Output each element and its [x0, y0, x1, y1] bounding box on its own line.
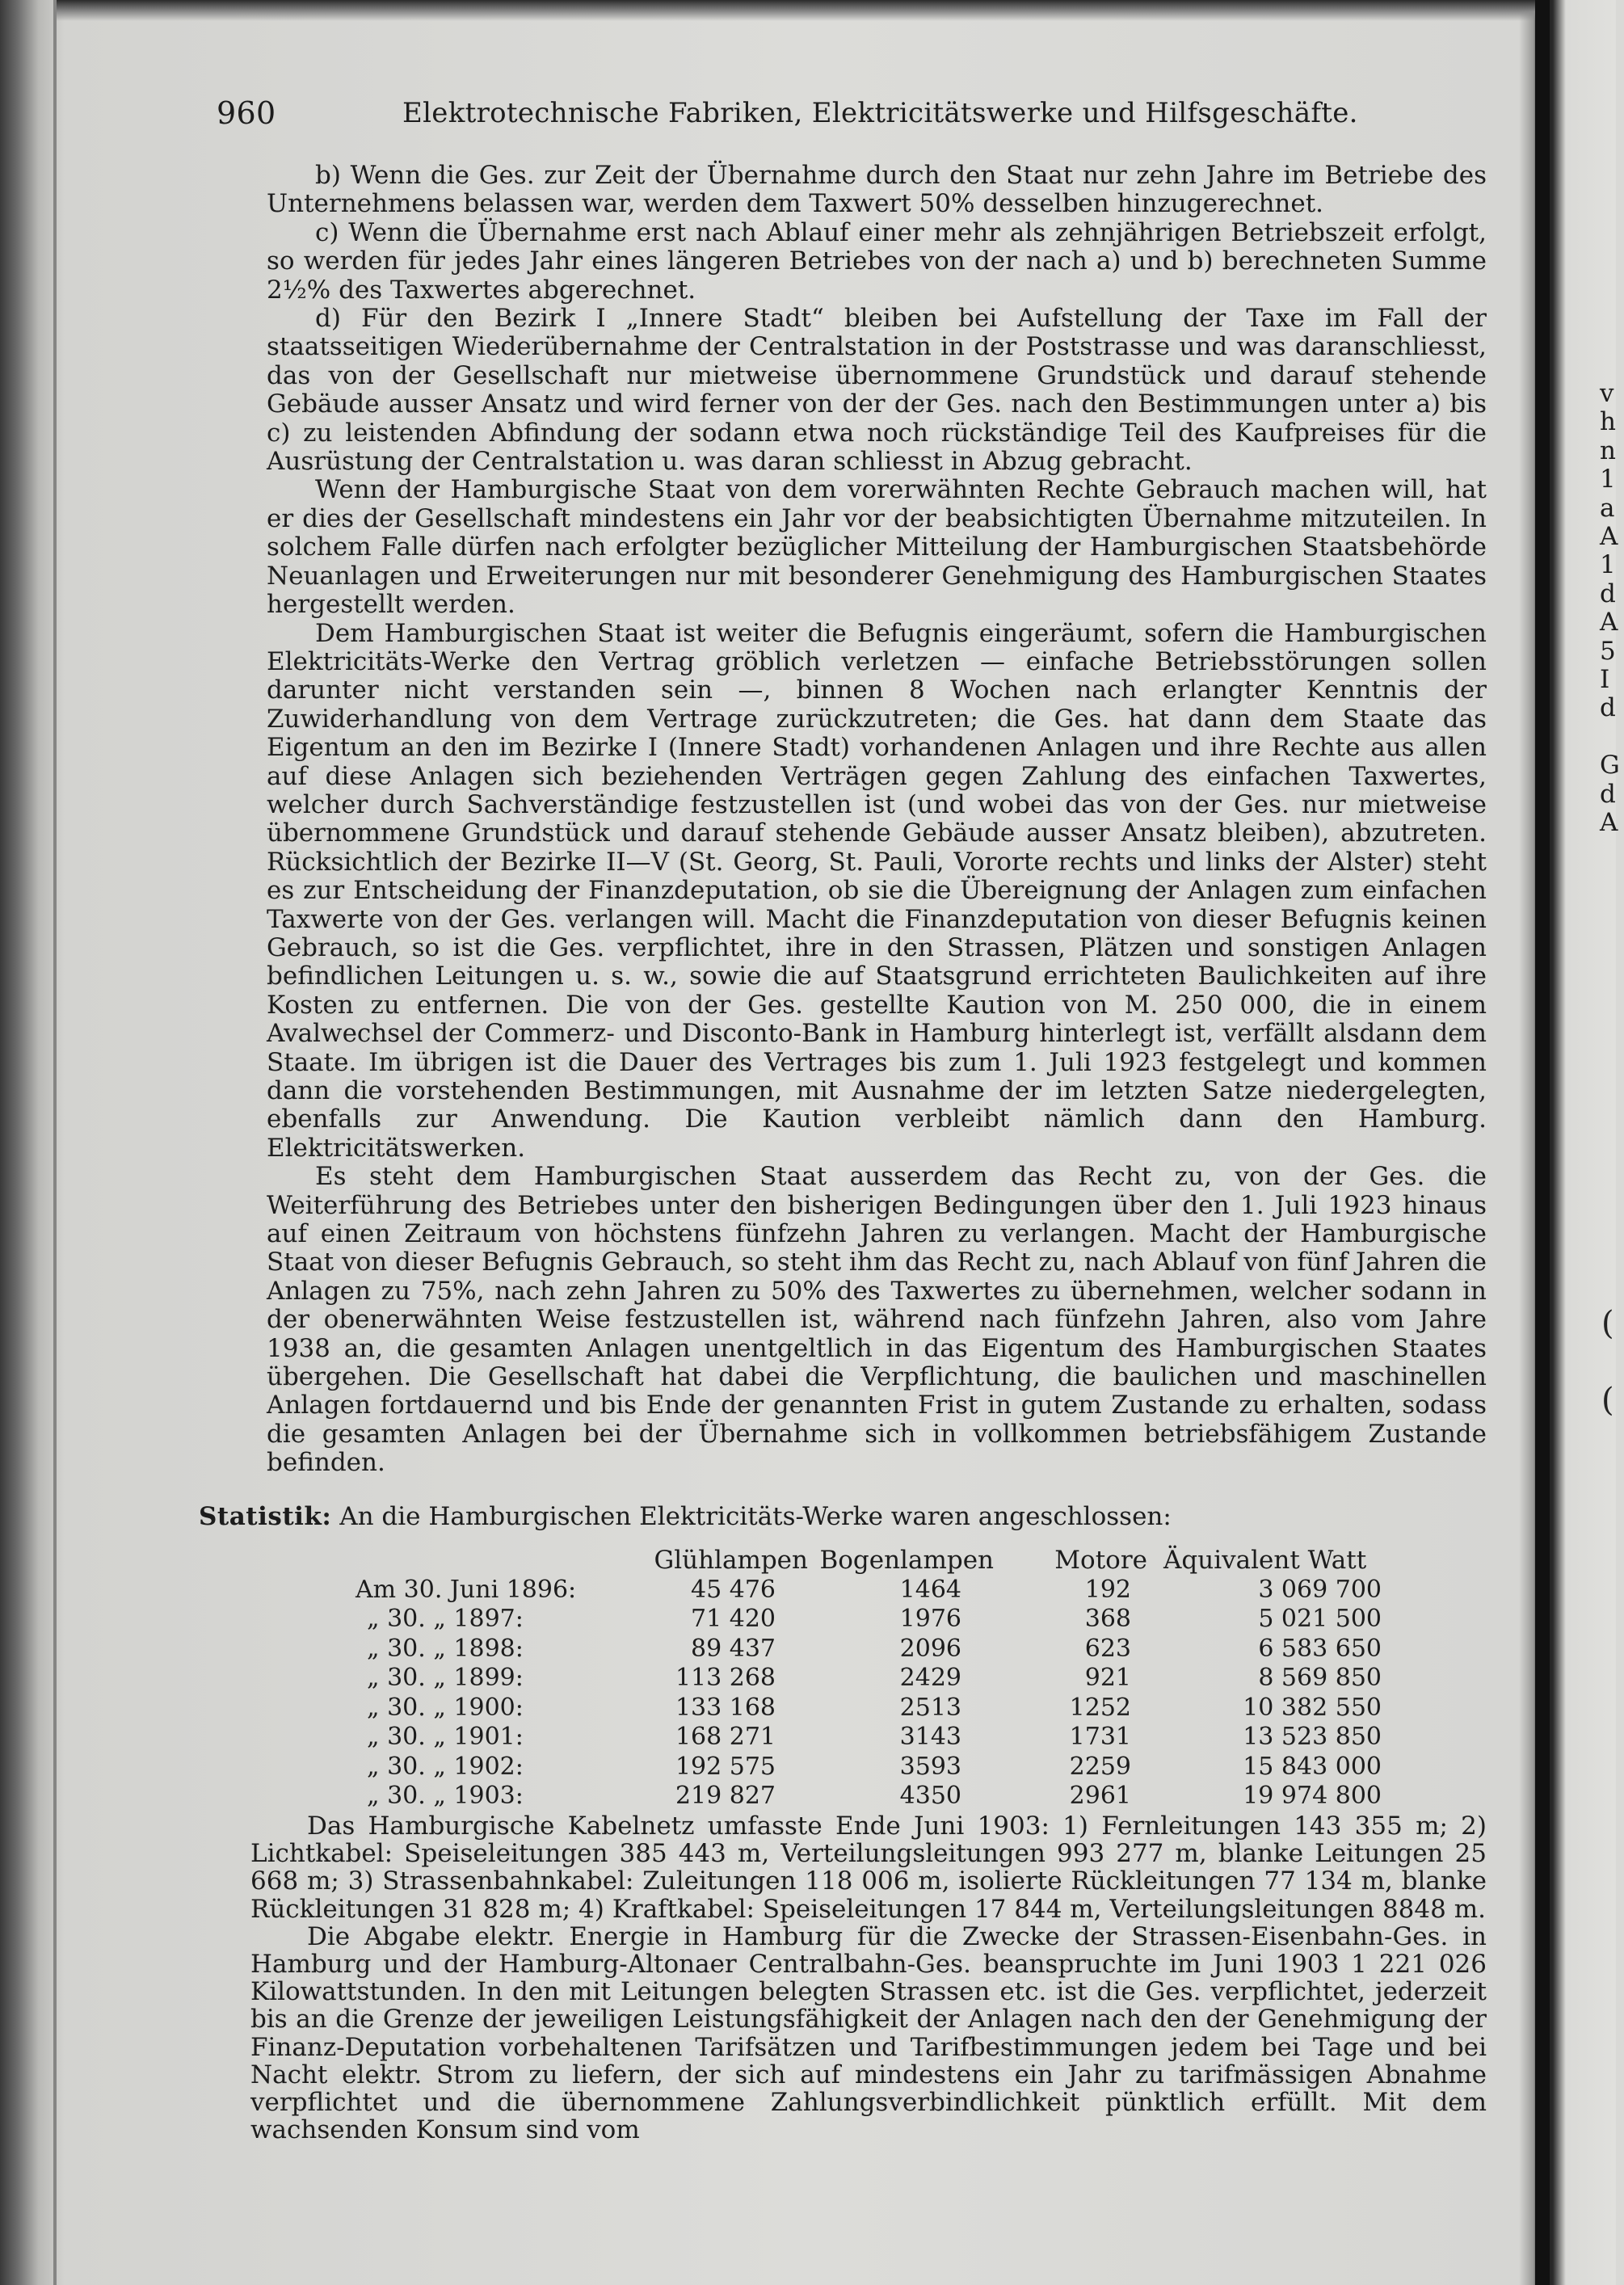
column-header-gluehlampen: Glühlampen	[654, 1546, 808, 1575]
statistik-label: Statistik:	[199, 1502, 332, 1531]
adjacent-page-margin	[1600, 380, 1624, 838]
cell-bogenlampen: 1464	[899, 1575, 961, 1604]
cell-bogenlampen: 2429	[899, 1664, 961, 1692]
row-date: „ 30. „ 1898:	[367, 1634, 524, 1663]
table-header-row	[356, 1546, 1454, 1576]
statistik-heading	[199, 1503, 1491, 1531]
table-row	[356, 1694, 1454, 1723]
cell-bogenlampen: 3593	[899, 1752, 961, 1781]
cell-gluehlampen: 133 168	[675, 1693, 776, 1722]
cell-motore: 2259	[1069, 1752, 1131, 1781]
margin-bracket-icon: (	[1601, 1305, 1614, 1342]
row-date: „ 30. „ 1903:	[367, 1782, 524, 1810]
row-date: Am 30. Juni 1896:	[356, 1575, 577, 1604]
table-row	[356, 1605, 1454, 1635]
cell-watt: 3 069 700	[1258, 1575, 1382, 1604]
paragraph-d: d) Für den Bezirk I „Innere Stadt“ bleiben bei Aufstellung der Taxe im Fall der staatsseitigen Wiederübernahme der Centralstation in der Poststrasse und was daranschliesst, das von der Gesellschaft nur mietweise übernommene Grundstück und darauf stehende Gebäude ausser Ansatz und wird ferner von der der Ges. nach den Bestimmungen unter a) bis c) zu leistenden Abfindung der sodann etwa noch rückständige Teil des Kaufpreises für die Ausrüstung der Centralstation u. was daran schliesst in Abzug gebracht.	[267, 304, 1487, 477]
cell-motore: 1252	[1069, 1693, 1131, 1722]
margin-letter: I	[1600, 665, 1610, 695]
table-row	[356, 1576, 1454, 1605]
cell-motore: 368	[1084, 1605, 1131, 1633]
paragraph-weiterfuehrung: Es steht dem Hamburgischen Staat ausserdem das Recht zu, von der Ges. die Weiterführung des Betriebes unter den bisherigen Bedingungen über den 1. Juli 1923 hinaus auf einen Zeitraum von höchstens fünfzehn Jahren zu verlangen. Macht der Hamburgische Staat von dieser Befugnis Gebrauch, so steht ihm das Recht zu, nach Ablauf von fünf Jahren die Anlagen zu 75%, nach zehn Jahren zu 50% des Taxwertes zu übernehmen, welcher sodann in der obenerwähnten Weise festzustellen ist, während nach fünfzehn Jahren, also vom Jahre 1938 an, die gesamten Anlagen unentgeltlich in das Eigentum des Hamburgischen Staates übergehen. Die Gesellschaft hat dabei die Verpflichtung, die baulichen und maschinellen Anlagen fortdauernd und bis Ende der genannten Frist in gutem Zustande zu erhalten, sodass die gesamten Anlagen bei der Übernahme sich in vollkommen betriebsfähigem Zustande befinden.	[267, 1162, 1487, 1478]
cell-bogenlampen: 3143	[899, 1723, 961, 1751]
cell-watt: 15 843 000	[1243, 1752, 1382, 1781]
cell-bogenlampen: 2096	[899, 1634, 961, 1663]
cell-watt: 8 569 850	[1258, 1664, 1382, 1692]
cell-motore: 921	[1084, 1664, 1131, 1692]
top-edge-shadow	[57, 0, 1535, 21]
row-date: „ 30. „ 1900:	[367, 1693, 524, 1722]
cell-watt: 19 974 800	[1243, 1782, 1382, 1810]
column-header-motore: Motore	[1054, 1546, 1147, 1575]
margin-letter: A	[1600, 808, 1618, 838]
margin-letter: d	[1600, 579, 1616, 608]
binding-gutter	[53, 0, 57, 2285]
margin-letter: a	[1600, 493, 1615, 523]
row-date: „ 30. „ 1902:	[367, 1752, 524, 1781]
cell-gluehlampen: 113 268	[675, 1664, 776, 1692]
margin-letter: 5	[1600, 636, 1616, 666]
cell-gluehlampen: 89 437	[691, 1634, 776, 1663]
cell-bogenlampen: 4350	[899, 1782, 961, 1810]
margin-letter: v	[1600, 379, 1614, 408]
cell-gluehlampen: 71 420	[691, 1605, 776, 1633]
table-row	[356, 1782, 1454, 1812]
margin-letter: 1	[1600, 550, 1616, 580]
table-row	[356, 1635, 1454, 1664]
cell-motore: 192	[1084, 1575, 1131, 1604]
cell-watt: 5 021 500	[1258, 1605, 1382, 1633]
cell-gluehlampen: 192 575	[675, 1752, 776, 1781]
cell-bogenlampen: 1976	[899, 1605, 961, 1633]
table-row	[356, 1664, 1454, 1694]
paragraph-abgabe: Die Abgabe elektr. Energie in Hamburg für die Zwecke der Strassen-Eisenbahn-Ges. in Hamburg und der Hamburg-Altonaer Centralbahn-Ges. beanspruchte im Juni 1903 1 221 026 Kilowattstunden. In den mit Leitungen belegten Strassen etc. ist die Ges. verpflichtet, jederzeit bis an die Grenze der jeweiligen Leistungsfähigkeit der Anlagen nach den der Genehmigung der Finanz-Deputation vorbehaltenen Tarifsätzen und Tarifbestimmungen jedem bei Tage und bei Nacht elektr. Strom zu liefern, der sich auf mindestens ein Jahr zu tarifmässigen Abnahme verpflichtet und die übernommene Zahlungsverbindlichkeit pünktlich erfüllt. Mit dem wachsenden Konsum sind vom	[250, 1921, 1487, 2145]
paragraph-uebernahme: Wenn der Hamburgische Staat von dem vorerwähnten Rechte Gebrauch machen will, hat er dies der Gesellschaft mindestens ein Jahr vor der beabsichtigten Übernahme mitzuteilen. In solchem Falle dürfen nach erfolgter bezüglicher Mitteilung der Hamburgischen Staatsbehörde Neuanlagen und Erweiterungen nur mit besonderer Genehmigung des Hamburgischen Staates hergestellt werden.	[267, 475, 1487, 620]
body-text	[267, 162, 1487, 1478]
margin-letter: 1	[1600, 465, 1616, 494]
page-header	[217, 95, 1358, 136]
cell-motore: 2961	[1069, 1782, 1131, 1810]
cell-motore: 1731	[1069, 1723, 1131, 1751]
cell-gluehlampen: 219 827	[675, 1782, 776, 1810]
row-date: „ 30. „ 1899:	[367, 1664, 524, 1692]
paragraph-kabelnetz: Das Hamburgische Kabelnetz umfasste Ende Juni 1903: 1) Fernleitungen 143 355 m; 2) Lichtkabel: Speiseleitungen 385 443 m, Verteilungsleitungen 993 277 m, blanke Leitungen 25 668 m; 3) Strassenbahnkabel: Zuleitungen 118 006 m, isolierte Rückleitungen 77 134 m, blanke Rückleitungen 31 828 m; 4) Kraftkabel: Speiseleitungen 17 844 m, Verteilungsleitungen 8848 m.	[250, 1812, 1487, 1924]
margin-letter: G	[1600, 751, 1620, 781]
row-date: „ 30. „ 1901:	[367, 1723, 524, 1751]
cell-gluehlampen: 168 271	[675, 1723, 776, 1751]
cell-gluehlampen: 45 476	[691, 1575, 776, 1604]
paragraph-b: b) Wenn die Ges. zur Zeit der Übernahme durch den Staat nur zehn Jahre im Betriebe des Unternehmens belassen war, werden dem Taxwert 50% desselben hinzugerechnet.	[267, 161, 1487, 219]
margin-letter: A	[1600, 522, 1618, 552]
margin-letter: h	[1600, 407, 1616, 437]
cell-watt: 13 523 850	[1243, 1723, 1382, 1751]
paragraph-befugnis: Dem Hamburgischen Staat ist weiter die Befugnis eingeräumt, sofern die Hamburgischen Elektricitäts-Werke den Vertrag gröblich verletzen — einfache Betriebsstörungen sollen darunter nicht verstanden sein —, binnen 8 Wochen nach erlangter Kenntnis der Zuwiderhandlung von dem Vertrage zurückzutreten; die Ges. hat dann dem Staate das Eigentum an den im Bezirke I (Innere Stadt) vorhandenen Anlagen und ihre Rechte aus allen auf diese Anlagen sich beziehenden Verträgen gegen Zahlung des einfachen Taxwertes, welcher durch Sachverständige festzustellen ist (und wobei das von der Ges. nur mietweise übernommene Grundstück und darauf stehende Gebäude ausser Ansatz bleiben), abzutreten. Rücksichtlich der Bezirke II—V (St. Georg, St. Pauli, Vororte rechts und links der Alster) steht es zur Entscheidung der Finanzdeputation, ob sie die Übereignung der Anlagen zum einfachen Taxwerte von der Ges. verlangen will. Macht die Finanzdeputation von dieser Befugnis keinen Gebrauch, so ist die Ges. verpflichtet, ihre in den Strassen, Plätzen und sonstigen Anlagen befindlichen Leitungen u. s. w., sowie die auf Staatsgrund errichteten Baulichkeiten auf ihre Kosten zu entfernen. Die von der Ges. gestellte Kaution von M. 250 000, die in einem Avalwechsel der Commerz- und Disconto-Bank in Hamburg hinterlegt ist, verfällt alsdann dem Staate. Im übrigen ist die Dauer des Vertrages bis zum 1. Juli 1923 festgelegt und kommen dann die vorstehenden Bestimmungen, mit Ausnahme der im letzten Satze niedergelegten, ebenfalls zur Anwendung. Die Kaution verbleibt nämlich dann den Hamburg. Elektricitätswerken.	[267, 618, 1487, 1163]
cell-motore: 623	[1084, 1634, 1131, 1663]
cell-watt: 6 583 650	[1258, 1634, 1382, 1663]
statistik-intro: An die Hamburgischen Elektricitäts-Werke waren angeschlossen:	[339, 1502, 1172, 1531]
column-header-watt: Äquivalent Watt	[1163, 1546, 1367, 1575]
table-row	[356, 1753, 1454, 1782]
statistics-table	[356, 1546, 1454, 1812]
margin-letter	[1600, 723, 1624, 751]
page-number: 960	[217, 95, 276, 131]
cell-watt: 10 382 550	[1243, 1693, 1382, 1722]
paragraph-c: c) Wenn die Übernahme erst nach Ablauf einer mehr als zehnjährigen Betriebszeit erfolgt, so werden für jedes Jahr eines längeren Betriebes von der nach a) und b) berechneten Summe 2½% des Taxwertes abgerechnet.	[267, 217, 1487, 305]
table-row	[356, 1723, 1454, 1753]
running-title: Elektrotechnische Fabriken, Elektricitätswerke und Hilfsgeschäfte.	[402, 97, 1358, 129]
column-header-bogenlampen: Bogenlampen	[819, 1546, 994, 1575]
margin-letter: A	[1600, 608, 1618, 638]
margin-bracket-icon: (	[1601, 1382, 1614, 1419]
page-edge-divider	[1535, 0, 1550, 2285]
row-date: „ 30. „ 1897:	[367, 1605, 524, 1633]
margin-letter: d	[1600, 779, 1616, 809]
margin-letter: n	[1600, 436, 1616, 465]
cell-bogenlampen: 2513	[899, 1693, 961, 1722]
margin-letter: d	[1600, 693, 1616, 723]
after-table-text	[250, 1812, 1487, 2144]
